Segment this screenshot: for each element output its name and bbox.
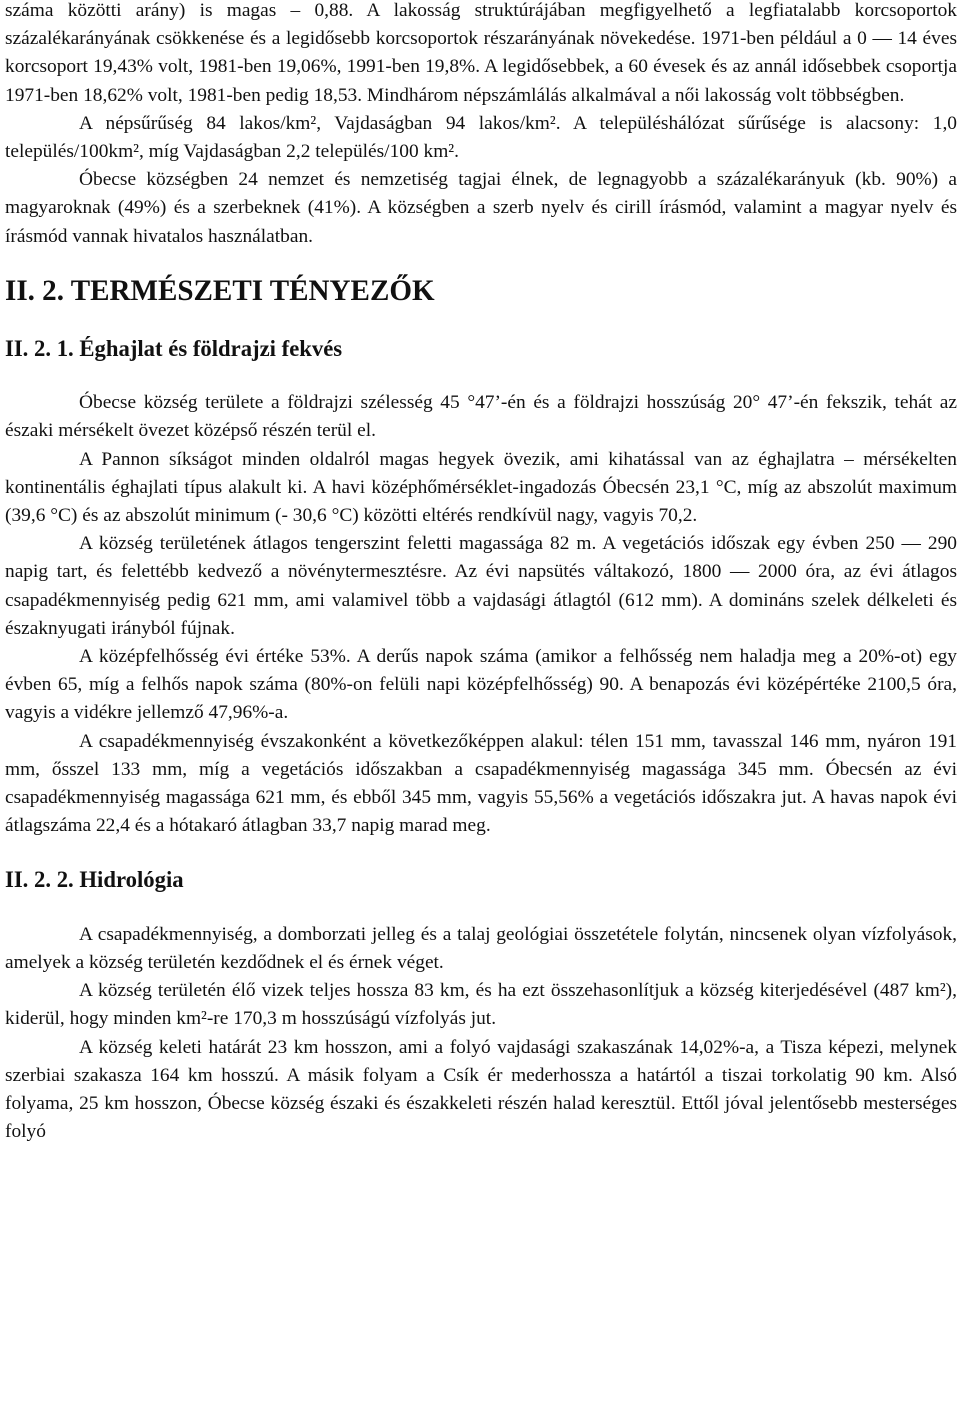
subsection-heading-climate: II. 2. 1. Éghajlat és földrajzi fekvés xyxy=(5,336,343,362)
paragraph-water-length: A község területén élő vizek teljes hossza 83 km, és ha ezt összehasonlítjuk a község kiterjedésével (487 km²), kiderül, hogy minden km²-re 170,3 m hosszúságú vízfolyás jut. xyxy=(5,980,957,1030)
paragraph-elevation-vegetation: A község területének átlagos tengerszint feletti magassága 82 m. A vegetációs időszak egy évben 250 — 290 napig tart, és felettébb kedvező a növénytermesztésre. Az évi napsütés váltakozó, 1800 — 2000 óra, az évi átlagos csapadékmennyiség pedig 621 mm, ami valamivel több a vajdasági átlagtól (612 mm). A domináns szelek délkeleti és északnyugati irányból fújnak. xyxy=(5,533,957,639)
paragraph-population-structure: száma közötti arány) is magas – 0,88. A lakosság struktúrájában megfigyelhető a legfiatalabb korcsoportok százalékarányának csökkenése és a legidősebb korcsoportok részarányának növekedése. 1971-ben például a 0 — 14 éves korcsoport 19,43% volt, 1981-ben 19,06%, 1991-ben 19,8%. A legidősebbek, a 60 évesek és az annál idősebbek csoportja 1971-ben 18,62% volt, 1981-ben pedig 18,53. Mindhárom népszámlálás alkalmával a női lakosság volt többségben. xyxy=(5,0,957,106)
paragraph-tisza-river: A község keleti határát 23 km hosszon, ami a folyó vajdasági szakaszának 14,02%-a, a Tisza képezi, melynek szerbiai szakasza 164 km hosszú. A másik folyam a Csík ér mederhossza a határtól a tiszai torkolatig 90 km. Alsó folyama, 25 km hosszon, Óbecse község északi és északkeleti részén halad keresztül. Ettől jóval jelentősebb mesterséges folyó xyxy=(5,1036,957,1143)
section-heading-natural-factors: II. 2. TERMÉSZETI TÉNYEZŐK xyxy=(5,274,435,307)
paragraph-climate-type: A Pannon síkságot minden oldalról magas hegyek övezik, ami kihatással van az éghajlatra – mérsékelten kontinentális éghajlati típus alakult ki. A havi középhőmérséklet-ingadozás Óbecsén 23,1 °C, míg az abszolút maximum (39,6 °C) és az abszolút minimum (- 30,6 °C) közötti eltérés rendkívül nagy, vagyis 70,2. xyxy=(5,448,957,527)
document-page xyxy=(5,0,957,1146)
paragraph-precipitation: A csapadékmennyiség évszakonként a következőképpen alakul: télen 151 mm, tavasszal 146 mm, nyáron 191 mm, ősszel 133 mm, míg a vegetációs időszakban a csapadékmennyiség magassága 345 mm. Óbecsén az évi csapadékmennyiség magassága 621 mm, és ebből 345 mm, vagyis 55,56% a vegetációs időszakra jut. A havas napok évi átlagszáma 22,4 és a hótakaró átlagban 33,7 napig marad meg. xyxy=(5,730,957,837)
paragraph-watercourses: A csapadékmennyiség, a domborzati jelleg és a talaj geológiai összetétele folytán, nincsenek olyan vízfolyások, amelyek a község területén kezdődnek el és érnek véget. xyxy=(5,923,957,973)
paragraph-cloudiness: A középfelhősség évi értéke 53%. A derűs napok száma (amikor a felhősség nem haladja meg a 20%-ot) egy évben 65, míg a felhős napok száma (80%-on felüli napi középfelhősség) 90. A benapozás évi középértéke 2100,5 óra, vagyis a vidékre jellemző 47,96%-a. xyxy=(5,646,957,724)
paragraph-nationalities: Óbecse községben 24 nemzet és nemzetiség tagjai élnek, de legnagyobb a százalékarányuk (kb. 90%) a magyaroknak (49%) és a szerbeknek (41%). A községben a szerb nyelv és cirill írásmód, valamint a magyar nyelv és írásmód vannak hivatalos használatban. xyxy=(5,169,957,247)
paragraph-geographic-position: Óbecse község területe a földrajzi szélesség 45 °47’-én és a földrajzi hosszúság 20° 47’-én fekszik, tehát az északi mérsékelt övezet középső részén terül el. xyxy=(5,392,957,442)
subsection-heading-hydrology: II. 2. 2. Hidrológia xyxy=(5,867,184,893)
paragraph-population-density: A népsűrűség 84 lakos/km², Vajdaságban 94 lakos/km². A településhálózat sűrűsége is alacsony: 1,0 település/100km², míg Vajdaságban 2,2 település/100 km². xyxy=(5,112,957,163)
